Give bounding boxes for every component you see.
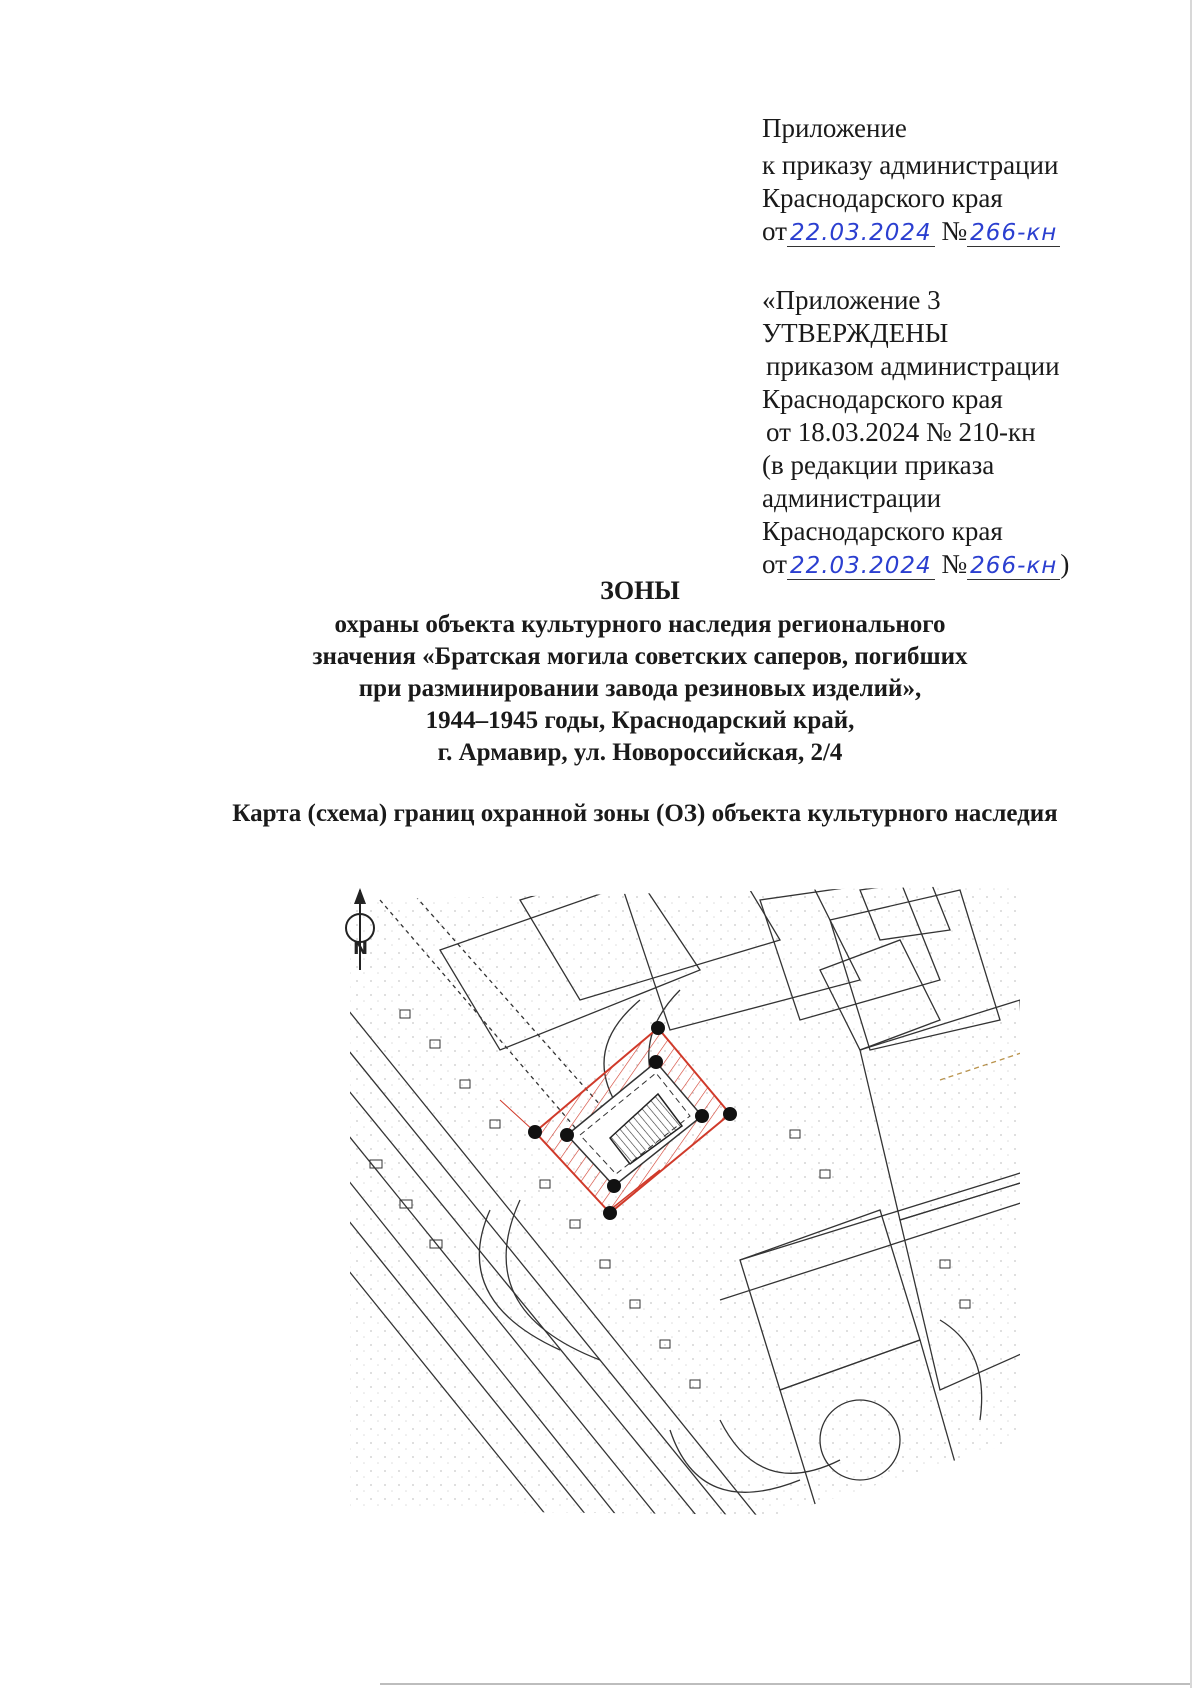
title-zones: ЗОНЫ [600,576,680,605]
document-title [0,575,1200,769]
title-line-4: 1944–1945 годы, Краснодарский край, [425,707,855,734]
revision-line: (в редакции приказа [762,450,995,480]
boundary-point [607,1179,621,1193]
boundary-point [695,1109,709,1123]
annex-date-line: от 22.03.2024 № 266-кн [762,215,1162,250]
page-bottom-edge [380,1683,1190,1685]
boundary-point [649,1055,663,1069]
revision-admin-line: администрации [762,483,942,513]
cadastral-map [340,880,1030,1520]
handwritten-number: 266-кн [967,220,1060,247]
handwritten-date-2: 22.03.2024 [787,553,935,580]
handwritten-number-2: 266-кн [967,553,1060,580]
boundary-point [560,1128,574,1142]
annex-block [762,112,1162,583]
approved-date-line: от 18.03.2024 № 210-кн [766,417,1036,447]
title-line-5: г. Армавир, ул. Новороссийская, 2/4 [437,739,843,766]
revision-date-line: от 22.03.2024 № 266-кн ) [762,549,1070,579]
boundary-point [528,1125,542,1139]
north-label: N [353,938,369,959]
annex-order-line: к приказу администрации [762,150,1059,180]
approved-by-line: приказом администрации [766,351,1060,381]
page-edge [1190,0,1192,1688]
approved-line: УТВЕРЖДЕНЫ [762,318,949,348]
annex-title: Приложение [762,113,907,143]
title-line-3: при разминировании завода резиновых изделий», [358,675,922,702]
map-drawing [340,880,1030,1520]
title-line-2: значения «Братская могила советских саперов, погибших [312,643,968,670]
handwritten-date: 22.03.2024 [787,220,935,247]
appendix-3-line: «Приложение 3 [762,285,941,315]
revision-region-line: Краснодарского края [762,516,1003,546]
approved-region-line: Краснодарского края [762,384,1003,414]
boundary-point [603,1206,617,1220]
boundary-point [723,1107,737,1121]
map-caption: Карта (схема) границ охранной зоны (ОЗ) объекта культурного наследия [232,800,1058,827]
title-line-1: охраны объекта культурного наследия регионального [334,611,946,638]
boundary-point [651,1021,665,1035]
annex-region-line: Краснодарского края [762,183,1003,213]
